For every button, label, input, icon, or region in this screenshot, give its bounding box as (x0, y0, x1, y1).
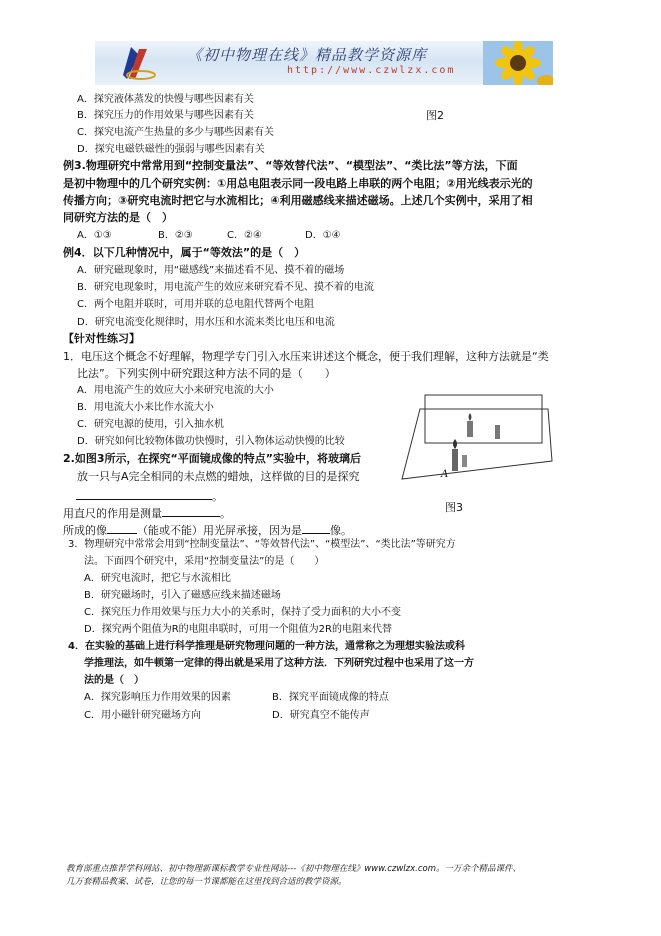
practice-3-line-2: 法。下面四个研究中，采用“控制变量法”的是（ ） (84, 556, 325, 567)
practice-4-line-3: 法的是（ ） (84, 675, 144, 686)
practice-3-option-a: A．研究电流时，把它与水流相比 (84, 573, 231, 584)
practice-4-line-2: 学推理法，如牛顿第一定律的得出就是采用了这种方法．下列研究过程中也采用了这一方 (84, 658, 474, 669)
example-3-option-a: A．①③ (77, 230, 112, 241)
example-3-line-2: 是初中物理中的几个研究实例：①用总电阻表示同一段电路上串联的两个电阻；②用光线表示光的 (63, 177, 533, 190)
practice-3-option-d: D．探究两个阻值为R的电阻串联时，可用一个阻值为2R的电阻来代替 (84, 624, 392, 635)
option-b: B．探究压力的作用效果与哪些因素有关 (77, 110, 254, 121)
candle-a-label: A (441, 469, 449, 480)
example-3-line-4: 同研究方法的是（ ） (63, 211, 173, 224)
practice-3-option-c: C．探究压力作用效果与压力大小的关系时，保持了受力面积的大小不变 (84, 607, 401, 618)
example-4-option-a: A．研究磁现象时，用“磁感线”来描述看不见、摸不着的磁场 (77, 265, 345, 276)
option-a: A．探究液体蒸发的快慢与哪些因素有关 (77, 94, 254, 105)
example-3-option-c: C．②④ (227, 230, 262, 241)
practice-1-line-1: 1．电压这个概念不好理解，物理学专门引入水压来讲述这个概念，便于我们理解，这种方法就是“类 (63, 350, 549, 363)
answer-blank[interactable] (107, 522, 137, 534)
header-url[interactable]: http://www.czwlzx.com (287, 65, 456, 76)
practice-1-option-c: C．研究电源的使用，引入抽水机 (77, 419, 224, 430)
option-d: D．探究电磁铁磁性的强弱与哪些因素有关 (77, 144, 265, 155)
logo-icon (121, 45, 157, 81)
example-4-question: 例4．以下几种情况中，属于“等效法”的是（ ） (63, 246, 306, 259)
plane-mirror-figure (400, 383, 560, 493)
practice-4-option-c: C．用小磁针研究磁场方向 (84, 710, 201, 721)
practice-2-line-4: 所成的像 （能或不能）用光屏承接，因为是 像。 (63, 524, 352, 537)
practice-1-option-b: B．用电流大小来比作水流大小 (77, 402, 214, 413)
answer-blank[interactable] (162, 505, 220, 517)
example-4-option-d: D．研究电流变化规律时，用水压和水流来类比电压和电流 (77, 317, 335, 328)
footer-line-1: 教育部重点推荐学科网站、初中物理新课标教学专业性网站---《初中物理在线》www.czwlzx.com。一万余个精品课件、 (66, 864, 522, 874)
example-3-option-d: D．①④ (305, 230, 341, 241)
example-4-option-c: C．两个电阻并联时，可用并联的总电阻代替两个电阻 (77, 299, 314, 310)
figure-3-label: 图3 (445, 501, 463, 514)
header-banner (95, 41, 553, 85)
example-4-option-b: B．研究电现象时，用电流产生的效应来研究看不见、摸不着的电流 (77, 282, 374, 293)
example-3-line-1: 例3.物理研究中常常用到“控制变量法”、“等效替代法”、“模型法”、“类比法”等方法，下面 (63, 159, 518, 172)
practice-2-line-2: 放一只与A完全相同的未点燃的蜡烛，这样做的目的是探究 (77, 470, 360, 483)
practice-4-line-1: 4．在实验的基础上进行科学推理是研究物理问题的一种方法，通常称之为理想实验法或科 (68, 641, 465, 652)
practice-1-option-a: A．用电流产生的效应大小来研究电流的大小 (77, 385, 274, 396)
practice-4-option-a: A．探究影响压力作用效果的因素 (84, 692, 231, 703)
practice-2-blank-row: 。 (63, 488, 223, 504)
practice-3-line-1: 3．物理研究中常常会用到“控制变量法”、“等效替代法”、“模型法”、“类比法”等研究方 (68, 539, 456, 550)
footer-line-2: 几万套精品教案、试卷，让您的每一节课都能在这里找到合适的教学资源。 (66, 877, 347, 887)
answer-blank[interactable] (302, 522, 330, 534)
sunflower-icon (483, 41, 553, 85)
option-c: C．探究电流产生热量的多少与哪些因素有关 (77, 127, 274, 138)
practice-4-option-b: B．探究平面镜成像的特点 (272, 692, 389, 703)
practice-2-line-1: 2.如图3所示，在探究“平面镜成像的特点”实验中，将玻璃后 (63, 452, 361, 465)
practice-3-option-b: B．研究磁场时，引入了磁感应线来描述磁场 (84, 590, 281, 601)
practice-1-line-2: 比法”。下列实例中研究跟这种方法不同的是（ ） (77, 367, 336, 380)
example-3-line-3: 传播方向；③研究电流时把它与水流相比；④利用磁感线来描述磁场。上述几个实例中，采用了相 (63, 194, 533, 207)
practice-heading: 【针对性练习】 (63, 332, 140, 345)
answer-blank[interactable] (76, 488, 212, 500)
practice-2-line-3: 用直尺的作用是测量 。 (63, 507, 231, 520)
header-title: 《初中物理在线》精品教学资源库 (187, 46, 428, 64)
practice-1-option-d: D．研究如何比较物体做功快慢时，引入物体运动快慢的比较 (77, 436, 345, 447)
figure-2-label: 图2 (426, 109, 444, 122)
practice-4-option-d: D．研究真空不能传声 (272, 710, 370, 721)
example-3-option-b: B．②③ (158, 230, 193, 241)
